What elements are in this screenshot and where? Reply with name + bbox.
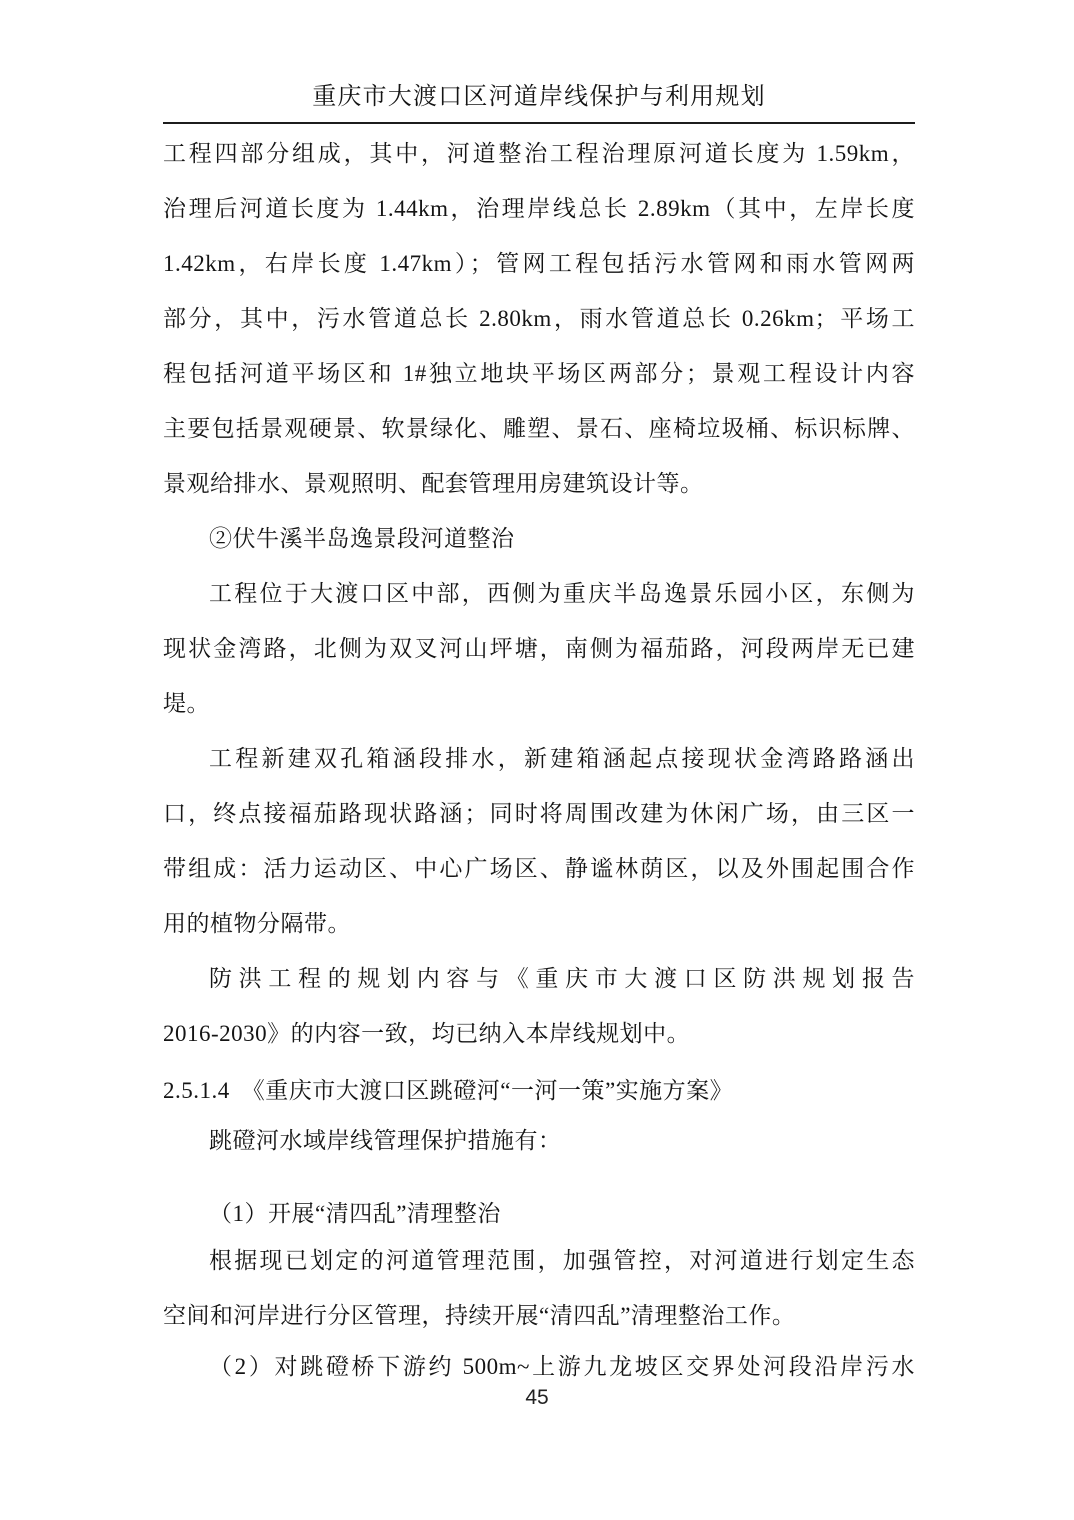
text-line: 2.5.1.4 《重庆市大渡口区跳磴河“一河一策”实施方案》 [163,1078,734,1103]
text-line: 空间和河岸进行分区管理，持续开展“清四乱”清理整治工作。 [163,1303,796,1328]
text-line: 口，终点接福茄路现状路涵；同时将周围改建为休闲广场，由三区一 [163,801,915,826]
text-line: 2016-2030》的内容一致，均已纳入本岸线规划中。 [163,1021,691,1046]
text-line: 堤。 [163,691,210,716]
page-number: 45 [525,1386,549,1409]
paragraph-measure-1-body [163,1233,915,1343]
paragraph-flood-planning [163,951,915,1061]
text-line: 程包括河道平场区和 1#独立地块平场区两部分；景观工程设计内容 [163,361,915,386]
text-line: 防洪工程的规划内容与《重庆市大渡口区防洪规划报告 [209,966,915,991]
paragraph-funiuxi-construction [163,731,915,951]
page-footer [0,1386,1074,1410]
text-line: （2）对跳磴桥下游约 500m~上游九龙坡区交界处河段沿岸污水 [209,1354,915,1379]
paragraph-project-overview-continuation [163,126,915,511]
text-line: （1）开展“清四乱”清理整治 [209,1201,501,1226]
document-body [163,126,915,1394]
text-line: 景观给排水、景观照明、配套管理用房建筑设计等。 [163,471,704,496]
page-header [163,80,915,124]
subheading-funiuxi-section [163,511,915,566]
text-line: 治理后河道长度为 1.44km，治理岸线总长 2.89km（其中，左岸长度 [163,196,915,221]
text-line: 工程四部分组成，其中，河道整治工程治理原河道长度为 1.59km， [163,141,915,166]
text-line: 部分，其中，污水管道总长 2.80km，雨水管道总长 0.26km；平场工 [163,306,915,331]
header-title: 重庆市大渡口区河道岸线保护与利用规划 [312,84,766,110]
text-line: 用的植物分隔带。 [163,911,351,936]
text-line: 带组成：活力运动区、中心广场区、静谧林荫区，以及外围起围合作 [163,856,915,881]
section-heading-2-5-1-4 [163,1063,915,1118]
text-line: ②伏牛溪半岛逸景段河道整治 [209,526,515,551]
text-line: 现状金湾路，北侧为双叉河山坪塘，南侧为福茄路，河段两岸无已建 [163,636,915,661]
text-line: 工程新建双孔箱涵段排水，新建箱涵起点接现状金湾路路涵出 [209,746,915,771]
paragraph-measures-intro [163,1113,915,1168]
text-line: 根据现已划定的河道管理范围，加强管控，对河道进行划定生态 [209,1248,915,1273]
text-line: 1.42km，右岸长度 1.47km）；管网工程包括污水管网和雨水管网两 [163,251,915,276]
paragraph-funiuxi-location [163,566,915,731]
text-line: 工程位于大渡口区中部，西侧为重庆半岛逸景乐园小区，东侧为 [209,581,915,606]
text-line: 主要包括景观硬景、软景绿化、雕塑、景石、座椅垃圾桶、标识标牌、 [163,416,915,441]
text-line: 跳磴河水域岸线管理保护措施有： [209,1128,562,1153]
